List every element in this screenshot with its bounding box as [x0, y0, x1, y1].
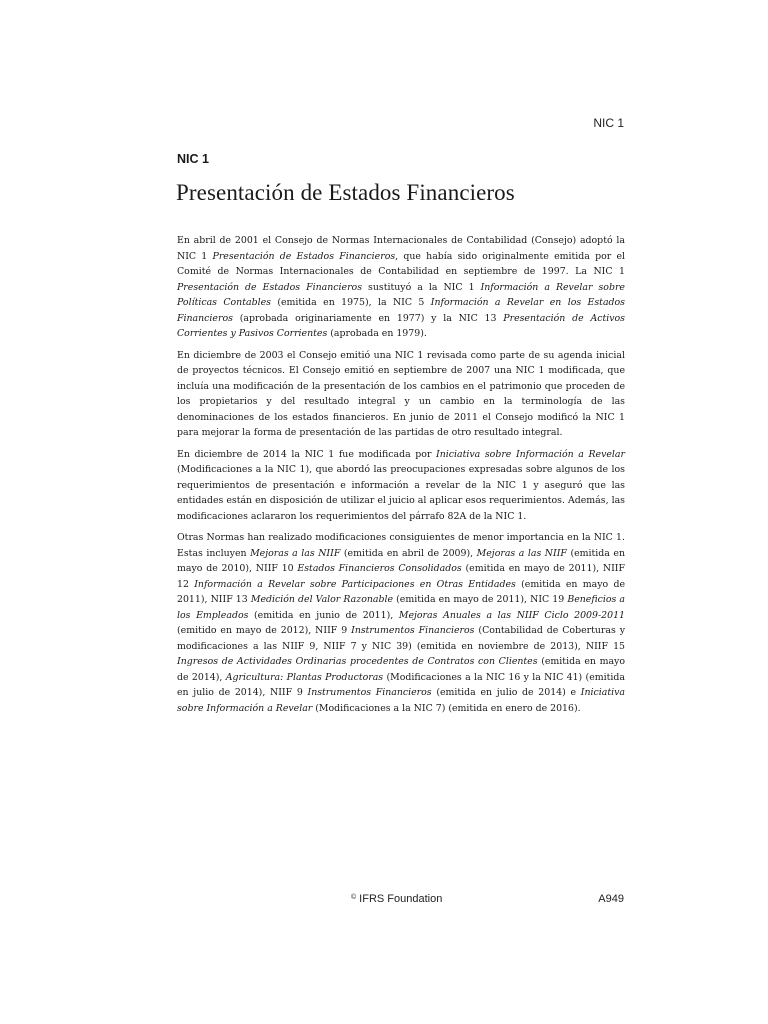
italic-title-reference: Iniciativa sobre Información a Revelar — [177, 687, 625, 714]
paragraph-text: (Contabilidad de Coberturas y modificaciones a las NIIF 9, NIIF 7 y NIC 39) (emitida en noviembre de 2013), NIIF 15 — [177, 625, 626, 652]
page-number: A949 — [598, 893, 624, 905]
paragraph-text: sustituyó a la NIC 1 — [362, 281, 481, 293]
italic-title-reference: Agricultura: Plantas Productoras — [225, 671, 384, 683]
standard-id: NIC 1 — [177, 152, 209, 166]
italic-title-reference: Ingresos de Actividades Ordinarias procedentes de Contratos con Clientes — [177, 656, 538, 667]
page-title: Presentación de Estados Financieros — [176, 180, 515, 205]
paragraph — [177, 233, 625, 342]
paragraph-text: (emitida en junio de 2011), — [248, 609, 399, 621]
paragraph-text: (Modificaciones a la NIC 7) (emitida en enero de 2016). — [312, 702, 581, 714]
footer-copyright — [351, 893, 442, 905]
running-head: NIC 1 — [593, 116, 624, 130]
paragraph-text: (emitida en mayo de 2011), NIIF 12 — [177, 563, 625, 590]
paragraph-text: (emitida en abril de 2009), — [340, 547, 477, 559]
italic-title-reference: Presentación de Estados Financieros — [177, 281, 363, 293]
paragraph-text: (emitida en 1975), la NIC 5 — [270, 297, 431, 308]
italic-title-reference: Información a Revelar sobre Políticas Contables — [177, 281, 625, 308]
italic-title-reference: Información a Revelar en los Estados Financieros — [177, 297, 625, 324]
italic-title-reference: Estados Financieros Consolidados — [297, 563, 462, 574]
paragraph-text: (emitido en mayo de 2012), NIIF 9 — [177, 625, 352, 636]
paragraph-text: (emitida en mayo de 2014), — [177, 656, 625, 683]
italic-title-reference: Mejoras a las NIIF — [476, 547, 567, 559]
paragraph — [177, 447, 625, 525]
body-text — [177, 233, 625, 722]
paragraph-text: (emitida en mayo de 2011), NIC 19 — [393, 594, 568, 605]
paragraph-text: (Modificaciones a la NIC 1), que abordó las preocupaciones expresadas sobre algunos de los requerimientos de presentación e información a revelar de la NIC 1 y aseguró que las entidades están en disposición de utilizar el juicio al aplicar esos requerimientos. Además, las modificaciones aclararon los requerimientos del párrafo 82A de la NIC 1. — [177, 464, 625, 522]
paragraph-text: En diciembre de 2003 el Consejo emitió una NIC 1 revisada como parte de su agenda inicial de proyectos técnicos. El Consejo emitió en septiembre de 2007 una NIC 1 modificada, que incluía una modificación de la presentación de los cambios en el patrimonio que proceden de los propietarios y del resultado integral y un cambio en la terminología de las denominaciones de los estados financieros. En junio de 2011 el Consejo modificó la NIC 1 para mejorar la forma de presentación de las partidas de otro resultado integral. — [177, 349, 625, 438]
italic-title-reference: Instrumentos Financieros — [307, 687, 432, 698]
paragraph-text: (Modificaciones a la NIC 16 y la NIC 41) (emitida en julio de 2014), NIIF 9 — [177, 671, 625, 698]
paragraph-text: (emitida en mayo de 2011), NIIF 13 — [177, 578, 625, 605]
italic-title-reference: Beneficios a los Empleados — [177, 594, 625, 621]
paragraph-text: (emitida en mayo de 2010), NIIF 10 — [177, 547, 626, 574]
paragraph — [177, 348, 625, 441]
paragraph-text: (emitida en julio de 2014) e — [431, 687, 581, 698]
copyright-text: IFRS Foundation — [359, 893, 443, 905]
italic-title-reference: Instrumentos Financieros — [351, 625, 475, 636]
italic-title-reference: Presentación de Activos Corrientes y Pasivos Corrientes — [177, 312, 625, 339]
italic-title-reference: Mejoras a las NIIF — [250, 547, 341, 559]
paragraph — [177, 530, 625, 716]
paragraph-text: (aprobada originariamente en 1977) y la NIC 13 — [232, 312, 504, 324]
paragraph-text: Otras Normas han realizado modificaciones consiguientes de menor importancia en la NIC 1. Estas incluyen — [177, 532, 625, 559]
italic-title-reference: Presentación de Estados Financieros — [212, 250, 396, 262]
copyright-icon: © — [351, 894, 357, 901]
paragraph-text: , que había sido originalmente emitida por el Comité de Normas Internacionales de Contabilidad en septiembre de 1997. La NIC 1 — [177, 250, 626, 277]
paragraph-text: En diciembre de 2014 la NIC 1 fue modificada por — [177, 448, 437, 460]
italic-title-reference: Medición del Valor Razonable — [250, 594, 394, 605]
paragraph-text: (aprobada en 1979). — [327, 328, 427, 339]
italic-title-reference: Mejoras Anuales a las NIIF Ciclo 2009-2011 — [398, 609, 625, 621]
italic-title-reference: Iniciativa sobre Información a Revelar — [436, 448, 625, 460]
paragraph-text: En abril de 2001 el Consejo de Normas Internacionales de Contabilidad (Consejo) adoptó la NIC 1 — [177, 235, 625, 262]
italic-title-reference: Información a Revelar sobre Participaciones en Otras Entidades — [194, 578, 516, 590]
